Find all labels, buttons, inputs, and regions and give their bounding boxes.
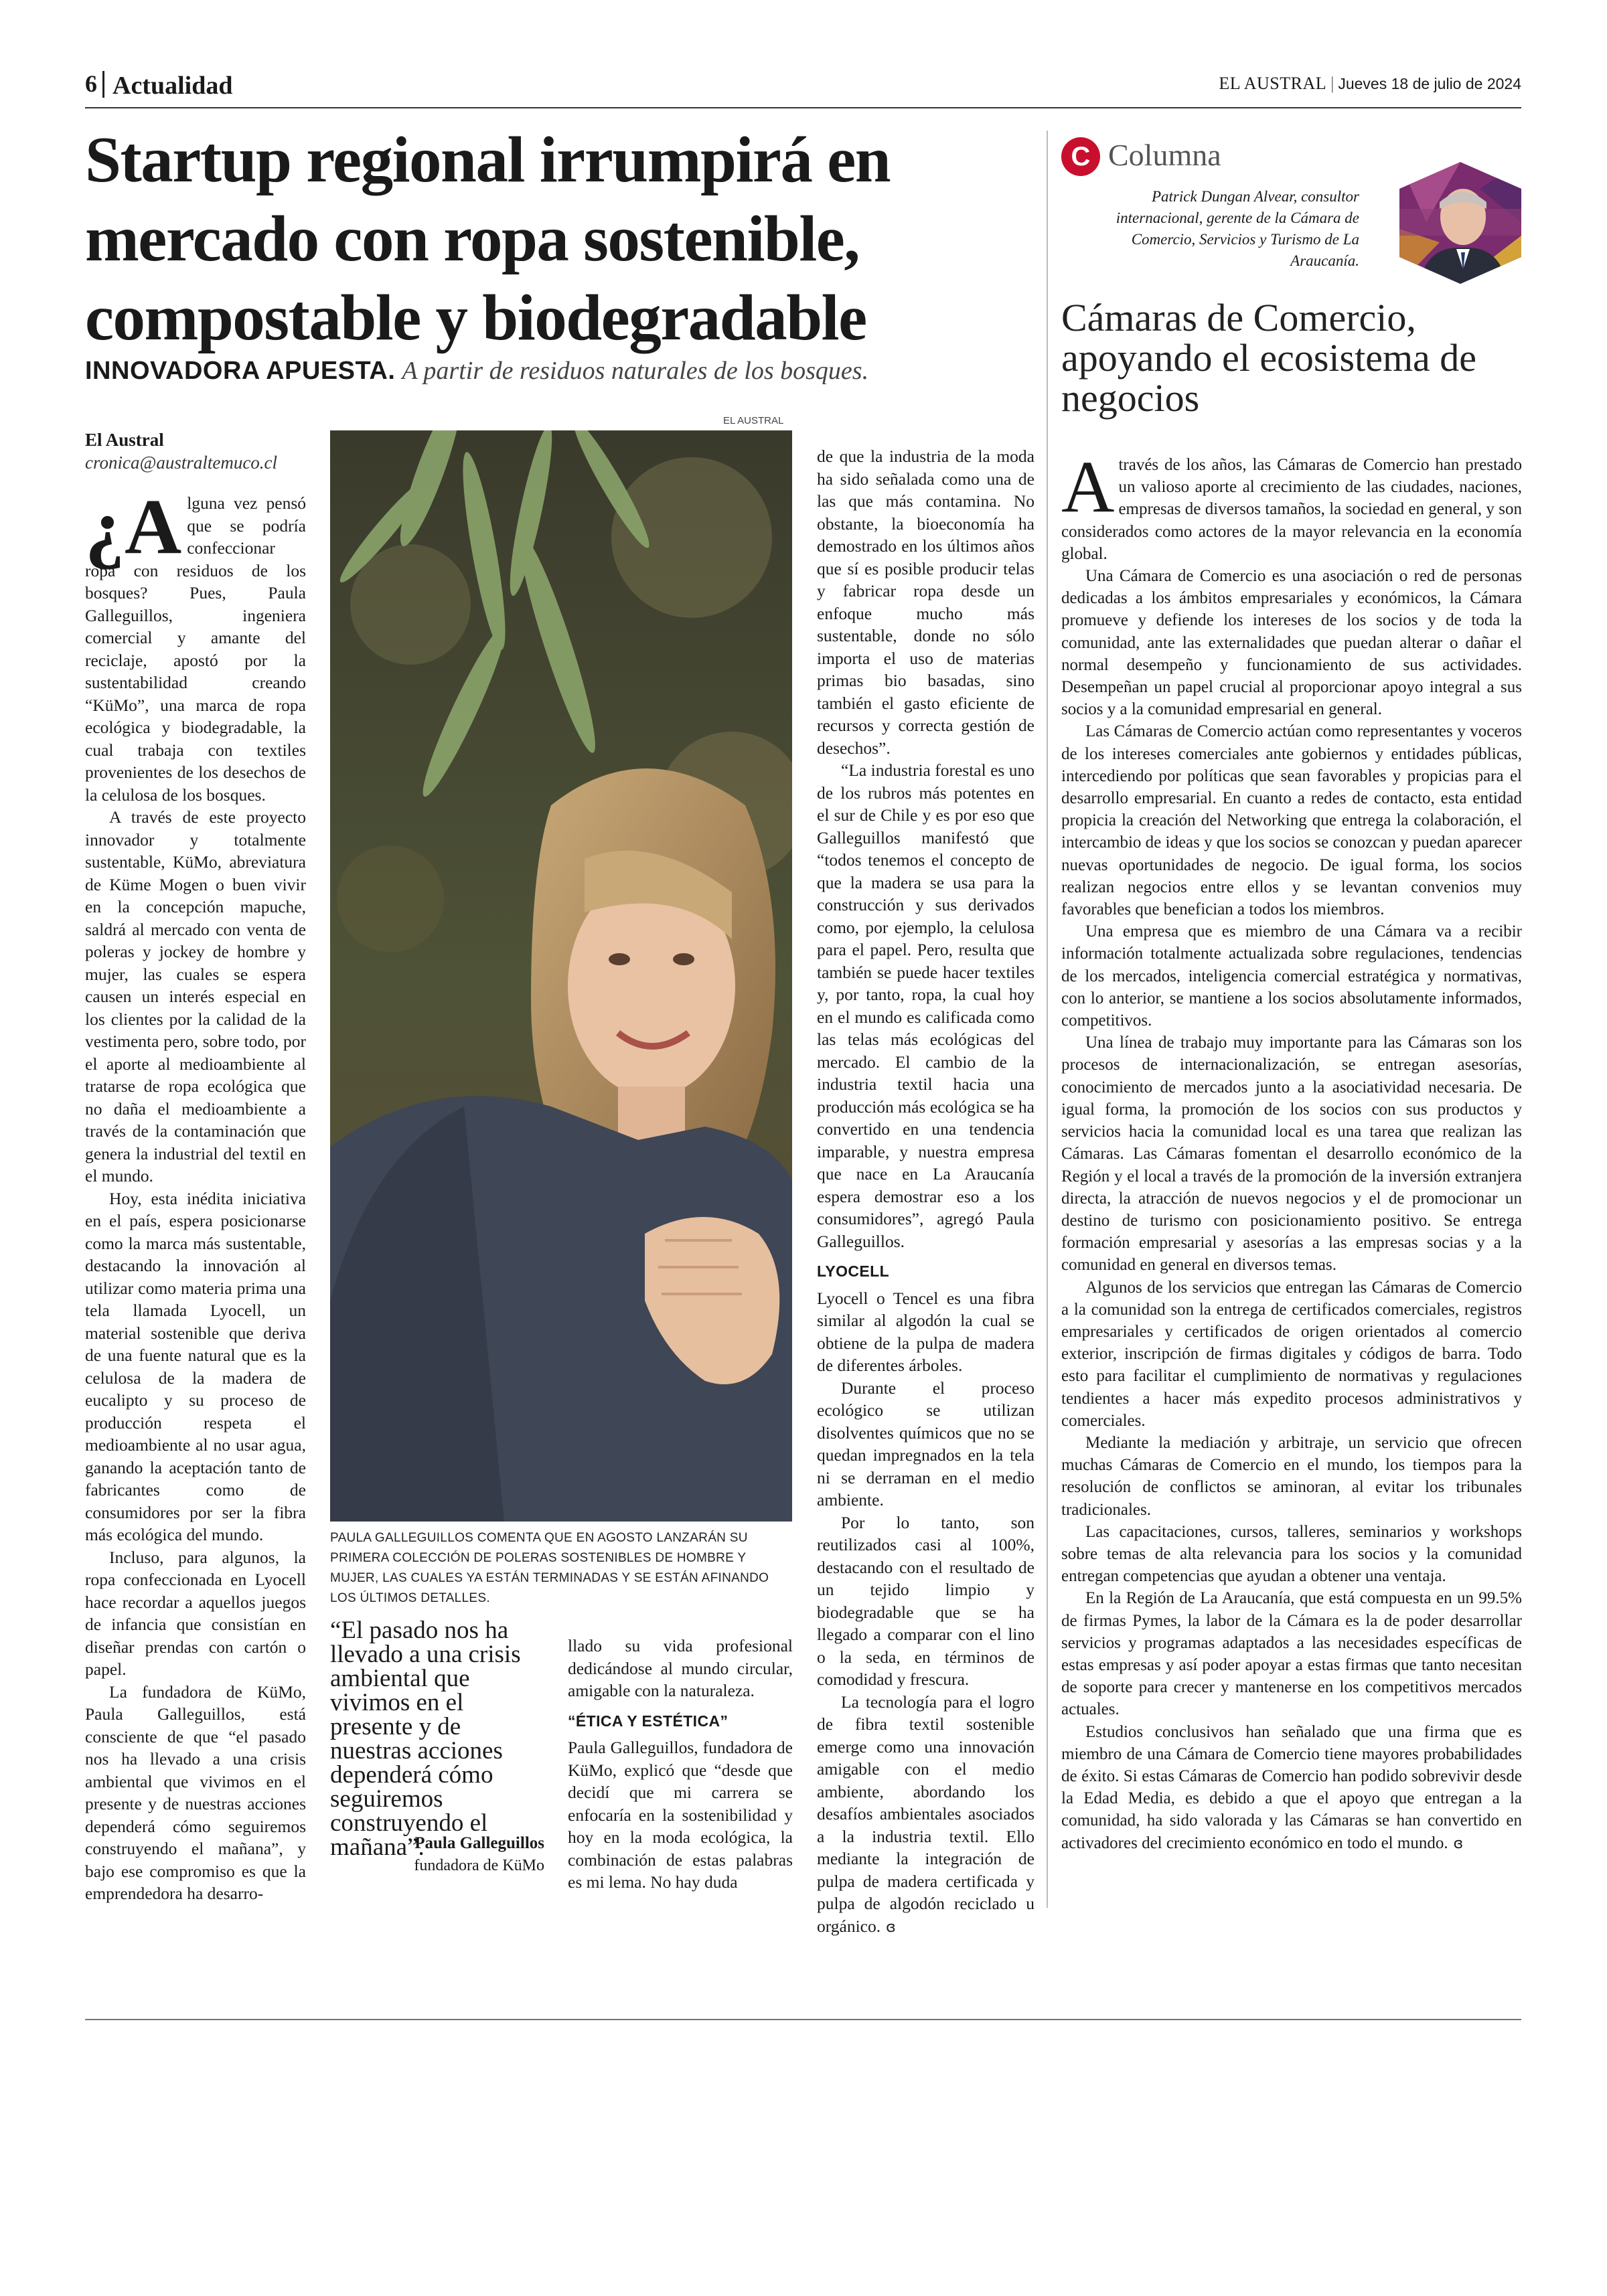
- article-headline: Startup regional irrumpirá en mercado con ropa sostenible, compostable y biodegradable: [85, 124, 891, 353]
- photo-caption: PAULA GALLEGUILLOS COMENTA QUE EN AGOSTO LANZARÁN SU PRIMERA COLECCIÓN DE POLERAS SOSTENIBLES DE HOMBRE Y MUJER, LAS CUALES YA ESTÁN TERMINADAS Y SE ESTÁN AFINANDO LOS ÚLTIMOS DETALLES.: [330, 1531, 769, 1605]
- masthead-separator: |: [1330, 74, 1334, 93]
- column-body: [1061, 446, 1522, 1855]
- paragraph: Una línea de trabajo muy importante para las Cámaras son los procesos de internacionalización, se entregan asesorías, conocimiento de mercados junto a la asociatividad necesaria. De igual forma, la promoción de los socios con sus productos y servicios hacia la comunidad local es una tarea que realizan las Cámaras. Las Cámaras fomentan el desarrollo económico de la Región y el local a través de la promoción de la inversión extranjera directa, la atracción de nuevos negocios y el de promocionar un destino de turismo con posicionamiento positivo. Se entrega formación empresarial y asesorías a las empresas socias y a la comunidad en general en diversos temas.: [1061, 1034, 1522, 1275]
- paragraph: Durante el proceso ecológico se utilizan disolventes químicos que no se quedan impregnados en la tela ni se derraman en el medio ambiente.: [817, 1378, 1035, 1509]
- paragraph-text: lguna vez pensó que se podría confeccionar ropa con residuos de los bosques? Pues, Paula Galleguillos, ingeniera comercial y amante del reciclaje, apostó por la sustentabilidad creando “KüMo”, una marca de ropa ecológica y biodegradable, la cual trabaja con textiles provenientes de los desechos de la celulosa de los bosques.: [85, 493, 306, 805]
- subheading: LYOCELL: [817, 1262, 890, 1280]
- paragraph-text: Estudios conclusivos han señalado que una firma que es miembro de una Cámara de Comercio tiene mayores probabilidades de éxito. Si estas Cámaras de Comercio han podido sobrevivir desde la Edad Media, es debido a que el apoyo que entregan a la comunidad, ha sido valorada y las Cámaras se han convertido en activadores del crecimiento económico en todo el mundo.: [1061, 1722, 1522, 1852]
- paragraph: [1061, 446, 1522, 565]
- pull-quote-author: Paula Galleguillos: [414, 1834, 544, 1852]
- pull-quote-role: fundadora de KüMo: [414, 1857, 544, 1874]
- paragraph: A través de este proyecto innovador y totalmente sustentable, KüMo, abreviatura de Küme Mogen o buen vivir en la concepción mapuche, saldrá al mercado con venta de poleras y jockey de hombre y mujer, las cuales se espera causen un interés especial en los clientes por la calidad de la vestimenta pero, sobre todo, por el aporte al medioambiente al tratarse de ropa ecológica que no daña el medioambiente a través de la contaminación que genera la industrial del textil en el mundo.: [85, 807, 306, 1185]
- end-of-column-icon: ɞ: [1453, 1835, 1464, 1852]
- paragraph: En la Región de La Araucanía, que está compuesta en un 99.5% de firmas Pymes, la labor de la Cámara es la de poder desarrollar servicios y programas adaptados a las necesidades específicas de estas empresas y así poder apoyar a estas firmas que tanto necesitan de soporte para crecer y mantenerse en los competitivos mercados actuales.: [1061, 1589, 1522, 1719]
- paragraph: Lyocell o Tencel es una fibra similar al algodón la cual se obtiene de la pulpa de madera de diferentes árboles.: [817, 1288, 1035, 1375]
- paragraph-text: La tecnología para el logro de fibra textil sostenible emerge como una innovación amigable con el medio ambiente, abordando los desafíos ambientales asociados a la industria textil. Ello mediante la integración de pulpa de madera certificada y pulpa de algodón reciclado u orgánico.: [817, 1692, 1035, 1936]
- paragraph: Paula Galleguillos, fundadora de KüMo, explicó que “desde que decidí que mi carrera se enfocaría en la sostenibilidad y hoy en la moda ecológica, la combinación de estas palabras es mi lema. No hay duda: [568, 1738, 793, 1892]
- paragraph: Incluso, para algunos, la ropa confeccionada en Lyocell hace recordar a aquellos juegos de infancia que consistían en diseñar prendas con cartón o papel.: [85, 1547, 306, 1679]
- paragraph: La fundadora de KüMo, Paula Galleguillos, está consciente de que “el pasado nos ha llevado a una crisis ambiental que vivimos en el presente y de nuestras acciones dependerá cómo seguiremos construyendo el mañana”, y bajo ese compromiso es que la emprendedora ha desarro-: [85, 1682, 306, 1903]
- column-logo-icon: C: [1061, 137, 1100, 176]
- article-column-2: [817, 445, 1035, 1939]
- byline-name: El Austral: [85, 430, 164, 450]
- issue-date: Jueves 18 de julio de 2024: [1338, 75, 1521, 92]
- column-author: Patrick Dungan Alvear, consultor internacional, gerente de la Cámara de Comercio, Servicios y Turismo de La Araucanía.: [1116, 188, 1359, 269]
- section-divider: [102, 71, 104, 98]
- header-rule: [85, 107, 1521, 108]
- article-column-3: [568, 1635, 793, 1894]
- column-label: Columna: [1108, 138, 1221, 172]
- kicker-label: INNOVADORA APUESTA.: [85, 357, 396, 385]
- article-kicker: [85, 356, 868, 386]
- paragraph: Una empresa que es miembro de una Cámara va a recibir información totalmente actualizada sobre regulaciones, tendencias de los mercados, inteligencia comercial estratégica y normativas, con lo anterior, se mantiene a los socios absolutamente informados, competitivos.: [1061, 922, 1522, 1030]
- paragraph: Hoy, esta inédita iniciativa en el país, espera posicionarse como la marca más sustentable, destacando la innovación al utilizar como materia prima una tela llamada Lyocell, un material sostenible que deriva de una fuente natural que es la celulosa de la madera de eucalipto y su proceso de producción respeta el medioambiente al no usar agua, ganando la aceptación tanto de fabricantes como de consumidores por ser la fibra más ecológica del mundo.: [85, 1188, 306, 1544]
- paragraph: Las capacitaciones, cursos, talleres, seminarios y workshops sobre temas de alta relevancia para los socios y la comunidad entregan competencias que ayudan a obtener una ventaja.: [1061, 1522, 1522, 1586]
- bottom-rule: [85, 2019, 1521, 2020]
- pull-quote: “El pasado nos ha llevado a una crisis ambiental que vivimos en el presente y de nuestras acciones dependerá cómo seguiremos construyendo el mañana”.: [330, 1617, 521, 1861]
- photo-credit: EL AUSTRAL: [723, 415, 784, 426]
- paragraph: [85, 483, 306, 806]
- byline: [85, 428, 277, 474]
- paragraph: [1061, 1721, 1522, 1855]
- paragraph: Algunos de los servicios que entregan las Cámaras de Comercio a la comunidad son la entrega de certificados comerciales, registros empresariales y certificados de origen orientados al comercio exterior, inscripción de firmas digitales y códigos de barra. Todo esto para facilitar el cumplimiento de normativas y regulaciones tendientes a hacer más expedito procesos administrativos y comerciales.: [1061, 1278, 1522, 1430]
- drop-cap: ¿A: [85, 483, 182, 570]
- column-divider: [1047, 131, 1048, 1908]
- article-column-1: [85, 483, 306, 1905]
- paragraph: Mediante la mediación y arbitraje, un servicio que ofrecen muchas Cámaras de Comercio en el mundo, los tiempos para la resolución de conflictos se aminoran, al evitar los tribunales tradicionales.: [1061, 1433, 1522, 1519]
- page-number: 6: [85, 70, 97, 97]
- newspaper-name: EL AUSTRAL: [1219, 74, 1327, 93]
- author-photo: [1399, 162, 1521, 284]
- paragraph: Las Cámaras de Comercio actúan como representantes y voceros de los intereses comerciales ante gobiernos y entidades públicas, intercediendo por políticas que sean favorables y propicias para el desarrollo empresarial. En cuanto a redes de contacto, esta entidad propicia la creación del Networking que entrega la colaboración, el intercambio de ideas y que los socios se conozcan y puedan aparecer nuevas oportunidades de negocio. De igual forma, los socios realizan negocios entre ellos y se levantan convenios muy favorables que benefician a todos los miembros.: [1061, 722, 1522, 919]
- column-title: Cámaras de Comercio, apoyando el ecosistema de negocios: [1061, 296, 1477, 420]
- end-of-article-icon: ɞ: [886, 1918, 896, 1936]
- paragraph: [817, 1691, 1035, 1939]
- byline-email: cronica@australtemuco.cl: [85, 453, 278, 473]
- paragraph: llado su vida profesional dedicándose al mundo circular, amigable con la naturaleza.: [568, 1636, 793, 1700]
- section-name: Actualidad: [112, 72, 233, 100]
- paragraph: Una Cámara de Comercio es una asociación o red de personas dedicadas a los ámbitos empresariales y económicos, la Cámara promueve y defiende los intereses de los socios y de toda la comunidad, ante las externalidades que puedan alterar o dañar el normal desempeño y funcionamiento de sus actividades. Desempeñan un papel crucial al proporcionar apoyo integral a sus socios y a la comunidad empresarial en general.: [1061, 567, 1522, 719]
- article-photo: [330, 430, 792, 1522]
- drop-cap: A: [1061, 446, 1115, 527]
- paragraph: Por lo tanto, son reutilizados casi al 100%, destacando con el resultado de un tejido limpio y biodegradable que se ha llegado a comparar con el lino o la seda, en términos de comodidad y frescura.: [817, 1512, 1035, 1689]
- kicker-text: A partir de residuos naturales de los bosques.: [402, 357, 869, 385]
- paragraph-text: través de los años, las Cámaras de Comercio han prestado un valioso aporte al crecimiento de las ciudades, naciones, empresas de diversos tamaños, la sociedad en general, y son considerados como actores de la mayor relevancia en la economía global.: [1061, 456, 1522, 563]
- paragraph: de que la industria de la moda ha sido señalada como una de las que más contamina. No obstante, la bioeconomía ha demostrado en los últimos años que sí es posible producir telas y fabricar ropa desde un enfoque mucho más sustentable, donde no sólo importa el uso de materias primas bio basadas, sino también el gasto eficiente de recursos y correcta gestión de desechos”.: [817, 446, 1035, 758]
- paragraph: “La industria forestal es uno de los rubros más potentes en el sur de Chile y es por eso que Galleguillos manifestó que “todos tenemos el concepto de que la madera se usa para la construcción y sus derivados como, por ejemplo, la celulosa para el papel. Pero, resulta que también se puede hacer textiles y, por tanto, ropa, la cual hoy en el mundo es calificada como las telas más ecológicas del mercado. El cambio de la industria textil hacia una producción más ecológica se ha convertido en una tendencia imparable, y nuestra empresa que nace en La Araucanía espera demostrar eso a los consumidores”, agregó Paula Galleguillos.: [817, 760, 1035, 1251]
- masthead: [1219, 74, 1521, 94]
- subheading: “ÉTICA Y ESTÉTICA”: [568, 1712, 729, 1730]
